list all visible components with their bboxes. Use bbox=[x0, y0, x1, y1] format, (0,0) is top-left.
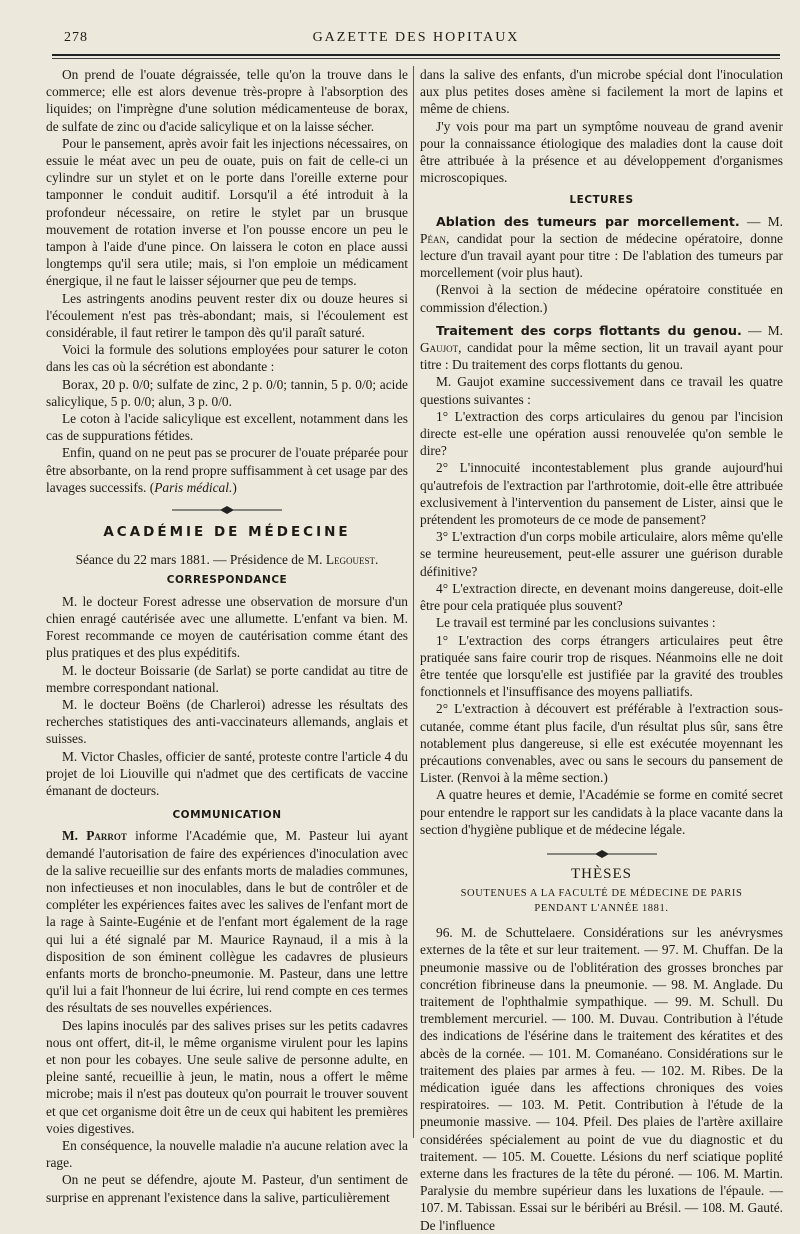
paragraph: M. le docteur Boëns (de Charleroi) adresse les résultats des recherches statistiques des anti-vaccinateurs allemands, anglais et suisses. bbox=[46, 696, 408, 747]
page-header bbox=[52, 30, 780, 54]
lecture-title: Ablation des tumeurs par morcellement. bbox=[436, 213, 740, 229]
paragraph: 1° L'extraction des corps articulaires du genou par l'incision directe est-elle une opération aussi renouvelée qu'on semble le dire? bbox=[420, 408, 783, 459]
paragraph: A quatre heures et demie, l'Académie se forme en comité secret pour entendre le rapport sur les candidats à la place vacante dans la section d'hygiène publique et de médecine légale. bbox=[420, 787, 783, 837]
text-run: candidat pour la section de médecine opératoire, donne lecture d'un travail ayant pour titre : De l'ablation des tumeurs par morcellement (voir plus haut). bbox=[420, 230, 783, 281]
paragraph: Pour le pansement, après avoir fait les injections nécessaires, on essuie le méat avec un peu de ouate, puis on fait de celle-ci un cylindre sur un stylet et on le porte dans l'oreille externe pour tamponner le conduit auditif. Lorsqu'il a été introduit à la profondeur nécessaire, on retire le stylet par un brusque mouvement de rotation inverse et l'on pousse encore un peu le tampon à l'aide d'une pince. On laissera le coton en place aussi longtemps qu'il sera utile; mais, si l'on emploie un médicament énergique, il ne faut le laisser séjourner que peu de temps. bbox=[46, 135, 408, 289]
seance-line bbox=[46, 551, 408, 568]
paragraph: On prend de l'ouate dégraissée, telle qu'on la trouve dans le commerce; elle est alors devenue très-propre à l'absorption des liquides; on l'imprègne d'une solution médicamenteuse de borax, de sulfate de zinc ou d'acide salicylique et on la laisse sécher. bbox=[46, 67, 408, 134]
lecture-title: Traitement des corps flottants du genou. bbox=[436, 322, 742, 338]
theses-title: THÈSES bbox=[570, 865, 632, 882]
speaker-name: M. Parrot bbox=[62, 828, 127, 844]
paragraph: 3° L'extraction d'un corps mobile articulaire, alors même qu'elle se termine heureusement, peut-elle assurer une guérison durable définitive? bbox=[420, 529, 783, 579]
ornament-divider bbox=[420, 850, 783, 858]
paragraph: 1° L'extraction des corps étrangers articulaires peut être pratiquée sans faire courir trop de risques. Néanmoins elle ne doit être tentée que lorsqu'elle est justifiée par la gravité des troubles fonctionnels et l'insuffisance des moyens palliatifs. bbox=[420, 632, 783, 700]
theses-subtitle-line: PENDANT L'ANNÉE 1881. bbox=[534, 903, 669, 915]
paragraph: Les astringents anodins peuvent rester dix ou douze heures si l'écoulement n'est pas très-abondant; mais, si l'écoulement est considérable, il faut retirer le tampon dès qu'il paraît saturé. bbox=[46, 290, 408, 341]
paragraph: Des lapins inoculés par des salives prises sur les petits cadavres nous ont offert, dit-il, le même organisme virulent pour les lapins et non pour les cobayes. Une seule salive de personne adulte, en pleine santé, recueillie à jeun, le matin, nous a offert le même microbe; mais il n'est pas douteux qu'on pourrait le trouver souvent et que cet organisme doit être un de ceux qui habitent les premières voies digestives. bbox=[46, 1017, 408, 1136]
source-citation: Paris médical. bbox=[154, 479, 233, 495]
page-number: 278 bbox=[64, 30, 88, 45]
header-rule bbox=[52, 54, 780, 56]
column-divider bbox=[413, 66, 414, 1138]
paragraph bbox=[420, 213, 783, 282]
paragraph: (Renvoi à la section de médecine opératoire constituée en commission d'élection.) bbox=[420, 282, 783, 315]
paragraph bbox=[46, 827, 408, 1016]
paragraph: Le coton à l'acide salicylique est excellent, notamment dans les cas de suppurations fétides. bbox=[46, 411, 408, 444]
theses-subtitle bbox=[420, 886, 783, 916]
section-title: ACADÉMIE DE MÉDECINE bbox=[103, 524, 351, 541]
journal-title: GAZETTE DES HOPITAUX bbox=[312, 30, 520, 45]
text-run: informe l'Académie que, M. Pasteur lui ayant demandé l'autorisation de faire des expériences d'inoculation avec de la salive recueillie sur des enfants morts de maladies communes, non infectieuses et non inoculables, dans le but de contrôler et de compléter les expériences faites avec les salives de l'enfant mort de la rage à Sainte-Eugénie et de l'enfant mort également de la rage qui lui a été signalé par M. Maurice Raynaud, il a mis à la disposition de son éminent collègue les cadavres de plusieurs enfants morts de broncho-pneumonie. M. Pasteur, dans une lettre qu'il lui a fait l'honneur de lui écrire, lui rend compte en ces termes des résultats de ses nouvelles expériences. bbox=[46, 828, 408, 1016]
paragraph: 4° L'extraction directe, en devenant moins dangereuse, doit-elle être pour cela pratiquée plus souvent? bbox=[420, 580, 783, 614]
text-run: ) bbox=[232, 479, 237, 495]
left-column bbox=[46, 66, 408, 1206]
paragraph bbox=[420, 322, 783, 374]
paragraph: M. le docteur Boissarie (de Sarlat) se porte candidat au titre de membre correspondant national. bbox=[46, 662, 408, 695]
president-name: Legouest bbox=[325, 552, 376, 568]
text-run: candidat pour la même section, lit un travail ayant pour titre : Du traitement des corps flottants du genou. bbox=[420, 340, 783, 373]
theses-list: 96. M. de Schuttelaere. Considérations sur les anévrysmes externes de la tête et sur leur traitement. — 97. M. Chuffan. De la pneumonie massive ou de l'oblitération des grosses bronches par concrétion fibrineuse dans la pneumonie. — 98. M. Anglade. Du traitement de l'ophthalmie sympathique. — 99. M. Schull. Du tremblement mercuriel. — 100. M. Duvau. Contribution à l'étude des indications de l'ésérine dans le traitement des kératites et des abcès de la cornée. — 101. M. Comanéano. Considérations sur le traitement des plaies par armes à feu. — 102. M. Ribes. De la médication iguée dans les affections chroniques des voies respiratoires. — 103. M. Petit. Contribution à l'étude de la pneumonie massive. — 104. Pfeil. Des plaies de l'artère axillaire considérées spécialement au point de vue du diagnostic et du traitement. — 105. M. Couette. Lésions du nerf sciatique poplité externe dans les fractures de la tête du péroné. — 106. M. Martin. Paralysie du membre supérieur dans les luxations de l'épaule. — 107. M. Tabissan. Essai sur le béribéri au Brésil. — 108. M. Gauté. De l'influence bbox=[420, 925, 783, 1233]
paragraph: M. Victor Chasles, officier de santé, proteste contre l'article 4 du projet de loi Liouville qui n'admet que des certificats de vaccine émanant de docteurs. bbox=[46, 748, 408, 798]
paragraph: dans la salive des enfants, d'un microbe spécial dont l'inoculation aux plus petites doses amène si facilement la mort de lapins et même de chiens. bbox=[420, 67, 783, 117]
paragraph: Borax, 20 p. 0/0; sulfate de zinc, 2 p. 0/0; tannin, 5 p. 0/0; acide salicylique, 5 p. 0/0; alun, 3 p. 0/0. bbox=[46, 376, 408, 409]
theses-subtitle-line: SOUTENUES A LA FACULTÉ DE MÉDECINE DE PARIS bbox=[460, 888, 743, 900]
paragraph: En conséquence, la nouvelle maladie n'a aucune relation avec la rage. bbox=[46, 1137, 408, 1171]
paragraph: M. le docteur Forest adresse une observation de morsure d'un chien enragé cautérisée avec une allumette. L'enfant va bien. M. Forest recommande ce moyen de cautérisation comme étant des plus pratiques et des plus expéditifs. bbox=[46, 593, 408, 661]
lecture-author: — M. Péan, bbox=[420, 213, 783, 246]
paragraph: M. Gaujot examine successivement dans ce travail les quatre questions suivantes : bbox=[420, 374, 783, 407]
paragraph: Le travail est terminé par les conclusions suivantes : bbox=[436, 615, 716, 631]
lecture-author: — M. Gaujot, bbox=[420, 322, 784, 356]
header-rule-thin bbox=[52, 58, 780, 59]
subhead-communication: COMMUNICATION bbox=[172, 809, 282, 822]
paragraph bbox=[46, 444, 408, 496]
subhead-lectures: LECTURES bbox=[569, 194, 634, 207]
paragraph: Voici la formule des solutions employées pour saturer le coton dans les cas où la sécrétion est abondante : bbox=[46, 342, 408, 375]
paragraph: 2° L'extraction à découvert est préférable à l'extraction sous-cutanée, comme étant plus facile, d'un résultat plus sûr, sans être notablement plus dangereuse, si elle est exécutée moyennant les précautions convenables, avec ou sans le secours du pansement de Lister. (Renvoi à la même section.) bbox=[420, 701, 783, 786]
paragraph: 2° L'innocuité incontestablement plus grande aujourd'hui qu'autrefois de l'extraction par l'arthrotomie, doit-elle être attribuée exclusivement à l'intervention du pansement de Lister, ainsi que le prétendent les promoteurs de ce mode de pansement? bbox=[420, 460, 783, 528]
subhead-correspondance: CORRESPONDANCE bbox=[166, 574, 288, 587]
ornament-divider bbox=[46, 506, 408, 514]
paragraph: On ne peut se défendre, ajoute M. Pasteur, d'un sentiment de surprise en apprenant l'existence dans la salive, particulièrement bbox=[46, 1172, 408, 1205]
right-column bbox=[420, 66, 783, 1234]
text-run: Enfin, quand on ne peut pas se procurer de l'ouate préparée pour être absorbante, on la rend propre suffisamment à cet usage par des lavages successifs. ( bbox=[46, 445, 408, 495]
text-run: . bbox=[375, 552, 379, 568]
text-run: Séance du 22 mars 1881. — Présidence de M. bbox=[75, 552, 326, 568]
paragraph: J'y vois pour ma part un symptôme nouveau de grand avenir pour la connaissance étiologique des maladies dont la cause doit être attribuée à la présence et au développement d'organismes microscopiques. bbox=[420, 118, 783, 186]
